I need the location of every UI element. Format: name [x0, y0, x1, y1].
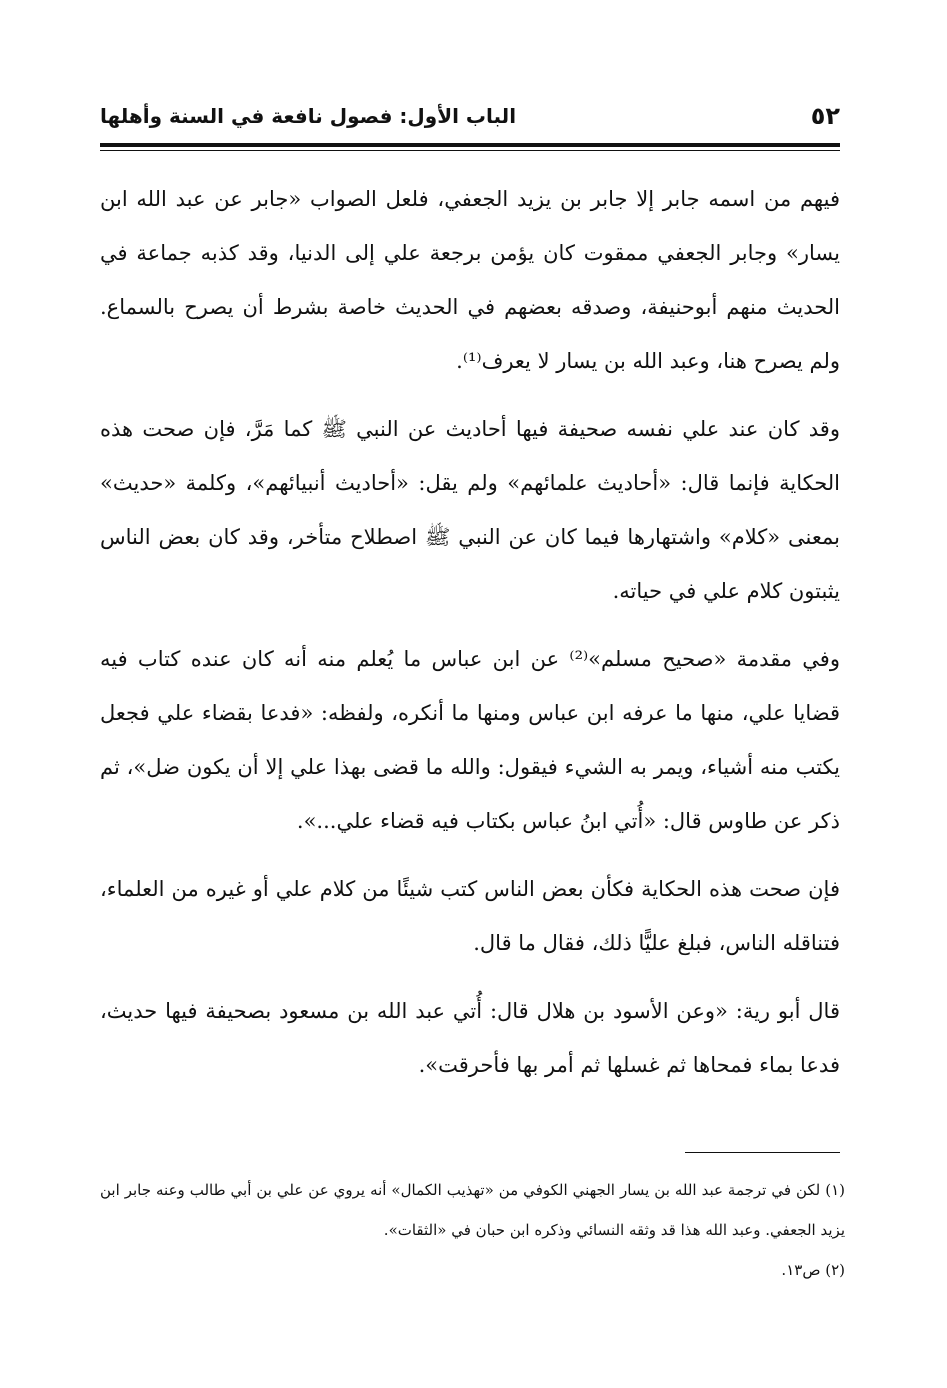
paragraph-4: فإن صحت هذه الحكاية فكأن بعض الناس كتب شيئًا من كلام علي أو غيره من العلماء، فتناقله الناس، فبلغ عليًّا ذلك، فقال ما قال.	[100, 877, 840, 955]
paragraph-2: وقد كان عند علي نفسه صحيفة فيها أحاديث عن النبي ﷺ كما مَرَّ، فإن صحت هذه الحكاية فإنما قال: «أحاديث علمائهم» ولم يقل: «أحاديث أنبيائهم»، وكلمة «حديث» بمعنى «كلام» واشتهارها فيما كان عن النبي ﷺ اصطلاح متأخر، وقد كان بعض الناس يثبتون كلام علي في حياته.	[100, 417, 840, 603]
footnote-1: (١) لكن في ترجمة عبد الله بن يسار الجهني الكوفي من «تهذيب الكمال» أنه يروي عن علي بن أبي طالب وعنه جابر ابن يزيد الجعفي. وعبد الله هذا قد وثقه النسائي وذكره ابن حبان في «الثقات».	[100, 1181, 845, 1239]
paragraph-1: فيهم من اسمه جابر إلا جابر بن يزيد الجعفي، فلعل الصواب «جابر عن عبد الله ابن يسار» وجابر الجعفي ممقوت كان يؤمن برجعة علي إلى الدنيا، وقد كذبه جماعة في الحديث منهم أبوحنيفة، وصدقه بعضهم في الحديث خاصة بشرط أن يصرح بالسماع. ولم يصرح هنا، وعبد الله بن يسار لا يعرف⁽¹⁾.	[100, 187, 840, 373]
main-text	[100, 172, 840, 1106]
footnote-2: (٢) ص١٣.	[781, 1261, 845, 1279]
paragraph-3: وفي مقدمة «صحيح مسلم»⁽²⁾ عن ابن عباس ما يُعلم منه أنه كان عنده كتاب فيه قضايا علي، منها ما عرفه ابن عباس ومنها ما أنكره، ولفظه: «فدعا بقضاء علي فجعل يكتب منه أشياء، ويمر به الشيء فيقول: والله ما قضى بهذا علي إلا أن يكون ضل»، ثم ذكر عن طاوس قال: «أُتي ابنُ عباس بكتاب فيه قضاء علي...».	[100, 647, 840, 833]
footnotes	[100, 1170, 845, 1290]
paragraph-5: قال أبو رية: «وعن الأسود بن هلال قال: أُتي عبد الله بن مسعود بصحيفة فيها حديث، فدعا بماء فمحاها ثم غسلها ثم أمر بها فأحرقت».	[100, 999, 840, 1077]
running-title: الباب الأول: فصول نافعة في السنة وأهلها	[100, 104, 517, 128]
page-header	[100, 96, 840, 136]
header-rule-thick	[100, 143, 840, 147]
footnote-separator	[685, 1152, 840, 1153]
header-rule-thin	[100, 150, 840, 151]
page-number: ٥٢	[810, 102, 840, 130]
